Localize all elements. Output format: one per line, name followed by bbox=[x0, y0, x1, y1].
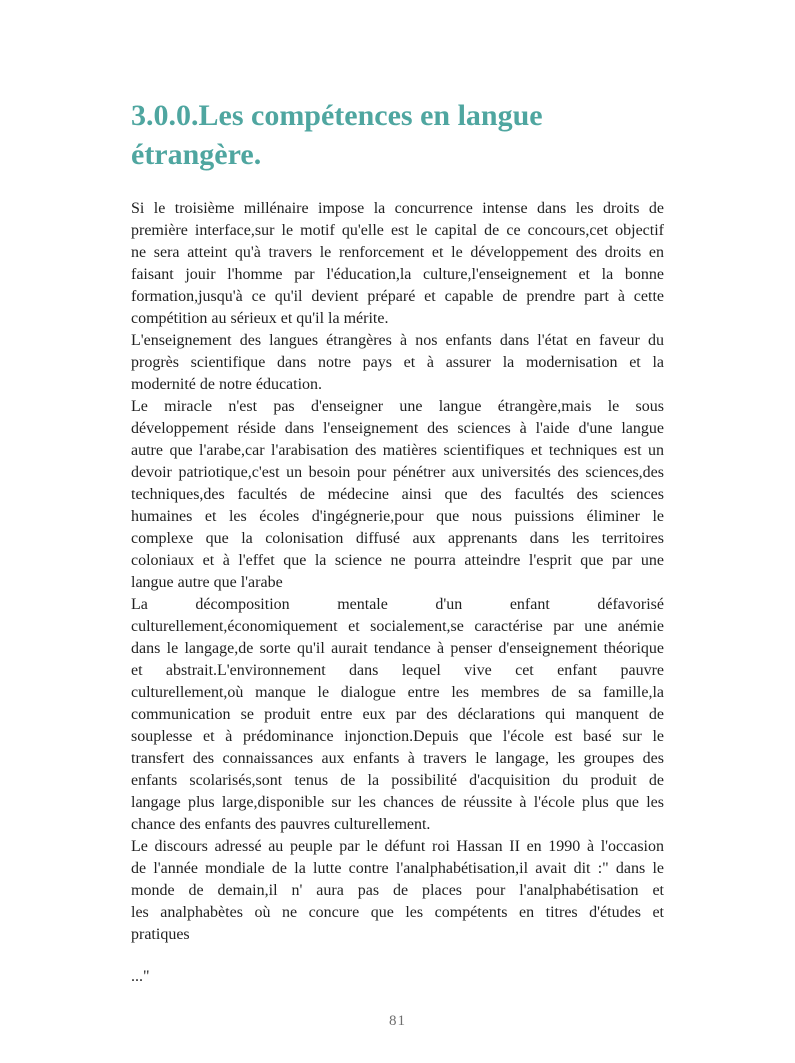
text-line: pratiques bbox=[131, 926, 190, 943]
text-line: modernité de notre éducation. bbox=[131, 376, 323, 393]
heading-line: 3.0.0.Les compétences en langue bbox=[131, 99, 543, 132]
text-line: La décomposition mentale d'un enfant défavorisé bbox=[131, 596, 664, 613]
text-line: devoir patriotique,c'est un besoin pour pénétrer aux universités des sciences,des bbox=[131, 464, 664, 481]
paragraph bbox=[131, 198, 664, 330]
text-line: de l'année mondiale de la lutte contre l'analphabétisation,il avait dit :" dans le bbox=[131, 860, 664, 877]
text-line: techniques,des facultés de médecine ainsi que des facultés des sciences bbox=[131, 486, 664, 503]
text-line: compétition au sérieux et qu'il la mérite. bbox=[131, 310, 389, 327]
text-line: Le discours adressé au peuple par le défunt roi Hassan II en 1990 à l'occasion bbox=[131, 838, 664, 855]
text-line: communication se produit entre eux par des déclarations qui manquent de bbox=[131, 706, 664, 723]
text-line: chance des enfants des pauvres culturellement. bbox=[131, 816, 431, 833]
text-line: ne sera atteint qu'à travers le renforcement et le développement des droits en bbox=[131, 244, 664, 261]
text-line: les analphabètes où ne concure que les compétents en titres d'études et bbox=[131, 904, 664, 921]
text-line: transfert des connaissances aux enfants à travers le langage, les groupes des bbox=[131, 750, 664, 767]
paragraph bbox=[131, 836, 664, 946]
closing-quote: ..." bbox=[131, 968, 150, 985]
text-line: enfants scolarisés,sont tenus de la possibilité d'acquisition du produit de bbox=[131, 772, 664, 789]
text-line: L'enseignement des langues étrangères à nos enfants dans l'état en faveur du bbox=[131, 332, 664, 349]
paragraph bbox=[131, 396, 664, 594]
text-line: progrès scientifique dans notre pays et à assurer la modernisation et la bbox=[131, 354, 664, 371]
text-line: humaines et les écoles d'ingégnerie,pour que nous puissions éliminer le bbox=[131, 508, 664, 525]
page-content bbox=[131, 96, 664, 988]
body-text bbox=[131, 198, 664, 946]
heading-line: étrangère. bbox=[131, 138, 262, 171]
text-line: souplesse et à prédominance injonction.Depuis que l'école est basé sur le bbox=[131, 728, 664, 745]
text-line: Le miracle n'est pas d'enseigner une langue étrangère,mais le sous bbox=[131, 398, 664, 415]
text-line: développement réside dans l'enseignement des sciences à l'aide d'une langue bbox=[131, 420, 664, 437]
text-line: faisant jouir l'homme par l'éducation,la culture,l'enseignement et la bonne bbox=[131, 266, 664, 283]
text-line: langage plus large,disponible sur les chances de réussite à l'école plus que les bbox=[131, 794, 664, 811]
section-heading bbox=[131, 96, 664, 174]
paragraph bbox=[131, 330, 664, 396]
page-footer bbox=[0, 1012, 795, 1030]
text-line: coloniaux et à l'effet que la science ne pourra atteindre l'esprit que par une bbox=[131, 552, 664, 569]
text-line: formation,jusqu'à ce qu'il devient préparé et capable de prendre part à cette bbox=[131, 288, 664, 305]
text-line: monde de demain,il n' aura pas de places pour l'analphabétisation et bbox=[131, 882, 664, 899]
page-number: 81 bbox=[389, 1013, 406, 1029]
text-line: dans le langage,de sorte qu'il aurait tendance à penser d'enseignement théorique bbox=[131, 640, 664, 657]
text-line: Si le troisième millénaire impose la concurrence intense dans les droits de bbox=[131, 200, 664, 217]
text-line: autre que l'arabe,car l'arabisation des matières scientifiques et techniques est un bbox=[131, 442, 664, 459]
text-line: complexe que la colonisation diffusé aux apprenants dans les territoires bbox=[131, 530, 664, 547]
paragraph bbox=[131, 594, 664, 836]
text-line: première interface,sur le motif qu'elle est le capital de ce concours,cet objectif bbox=[131, 222, 664, 239]
text-line: culturellement,où manque le dialogue entre les membres de sa famille,la bbox=[131, 684, 664, 701]
text-line: et abstrait.L'environnement dans lequel vive cet enfant pauvre bbox=[131, 662, 664, 679]
text-line: langue autre que l'arabe bbox=[131, 574, 283, 591]
text-line: culturellement,économiquement et socialement,se caractérise par une anémie bbox=[131, 618, 664, 635]
